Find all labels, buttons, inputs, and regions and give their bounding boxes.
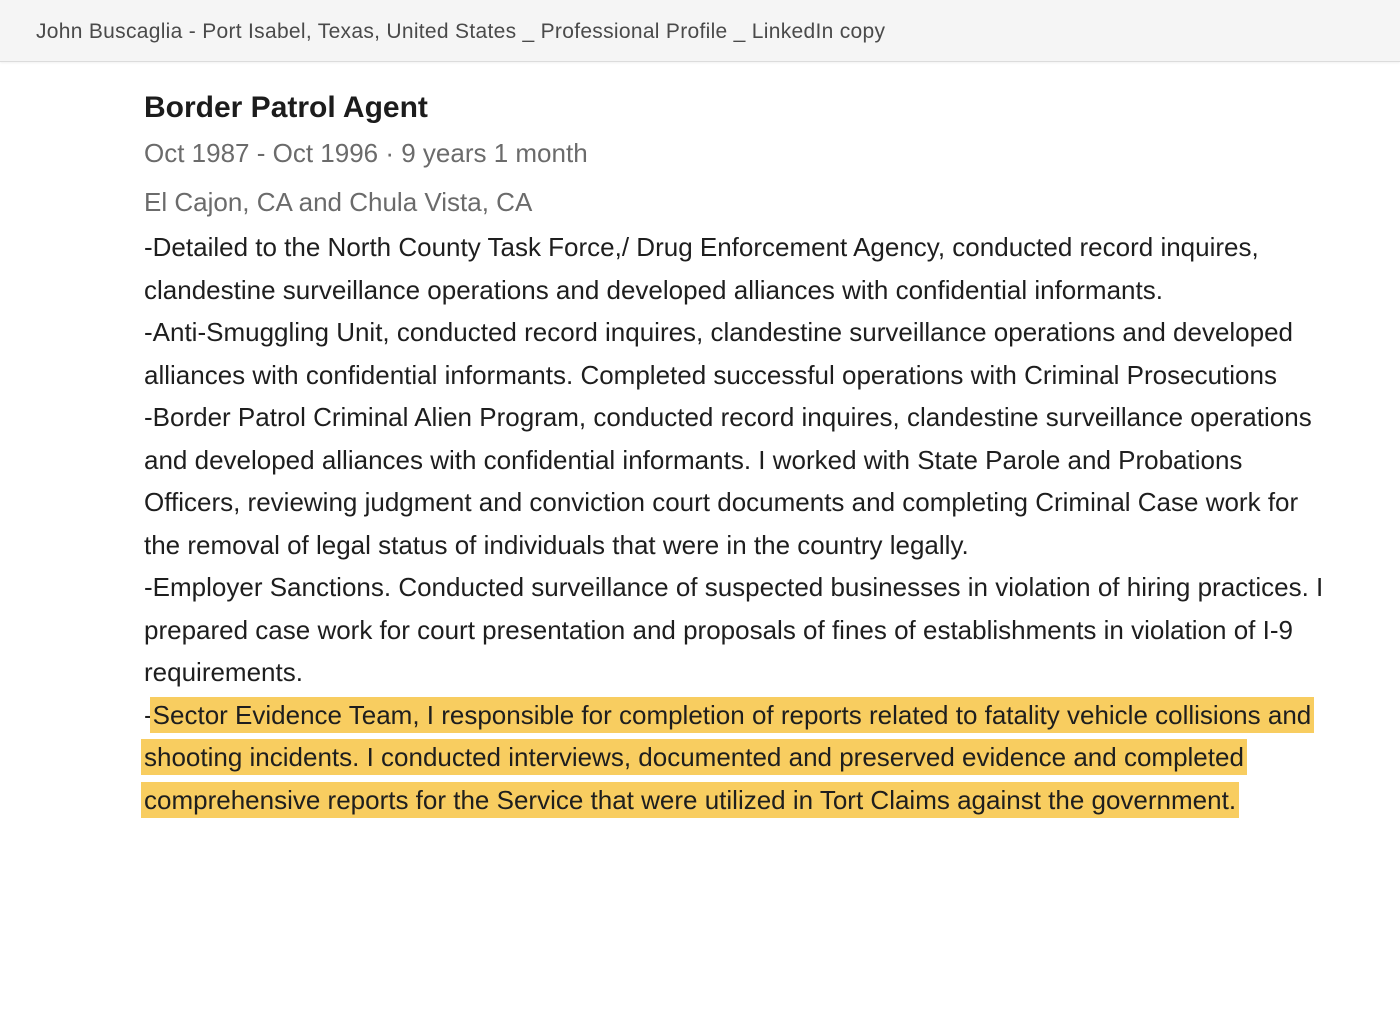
window-titlebar bbox=[0, 0, 1400, 62]
job-description bbox=[144, 226, 1334, 821]
document-title: John Buscaglia - Port Isabel, Texas, United States _ Professional Profile _ LinkedIn copy bbox=[36, 20, 886, 43]
description-paragraph-employer-sanctions: -Employer Sanctions. Conducted surveillance of suspected businesses in violation of hiring practices. I prepared case work for court presentation and proposals of fines of establishments in violation of I-9 requirements. bbox=[144, 572, 1324, 687]
paragraph-prefix: - bbox=[144, 699, 153, 730]
description-paragraph-anti-smuggling: -Anti-Smuggling Unit, conducted record inquires, clandestine surveillance operations and developed alliances with confidential informants. Completed successful operations with Criminal Prosecutions bbox=[144, 317, 1294, 390]
highlighted-text: Sector Evidence Team, I responsible for completion of reports related to fatality vehicle collisions and shooting incidents. I conducted interviews, documented and preserved evidence and completed comprehensive reports for the Service that were utilized in Tort Claims against the government. bbox=[144, 699, 1312, 815]
description-paragraph-criminal-alien: -Border Patrol Criminal Alien Program, conducted record inquires, clandestine surveillance operations and developed alliances with confidential informants. I worked with State Parole and Probations Officers, reviewing judgment and conviction court documents and completing Criminal Case work for the removal of legal status of individuals that were in the country legally. bbox=[144, 402, 1312, 560]
description-paragraph-task-force: -Detailed to the North County Task Force,/ Drug Enforcement Agency, conducted record inquires, clandestine surveillance operations and developed alliances with confidential informants. bbox=[144, 232, 1259, 305]
description-paragraph-evidence-team bbox=[144, 694, 1334, 822]
job-location: El Cajon, CA and Chula Vista, CA bbox=[144, 187, 533, 217]
job-title: Border Patrol Agent bbox=[144, 91, 428, 124]
experience-entry bbox=[144, 88, 1334, 821]
employment-dates: Oct 1987 - Oct 1996 · 9 years 1 month bbox=[144, 138, 588, 168]
